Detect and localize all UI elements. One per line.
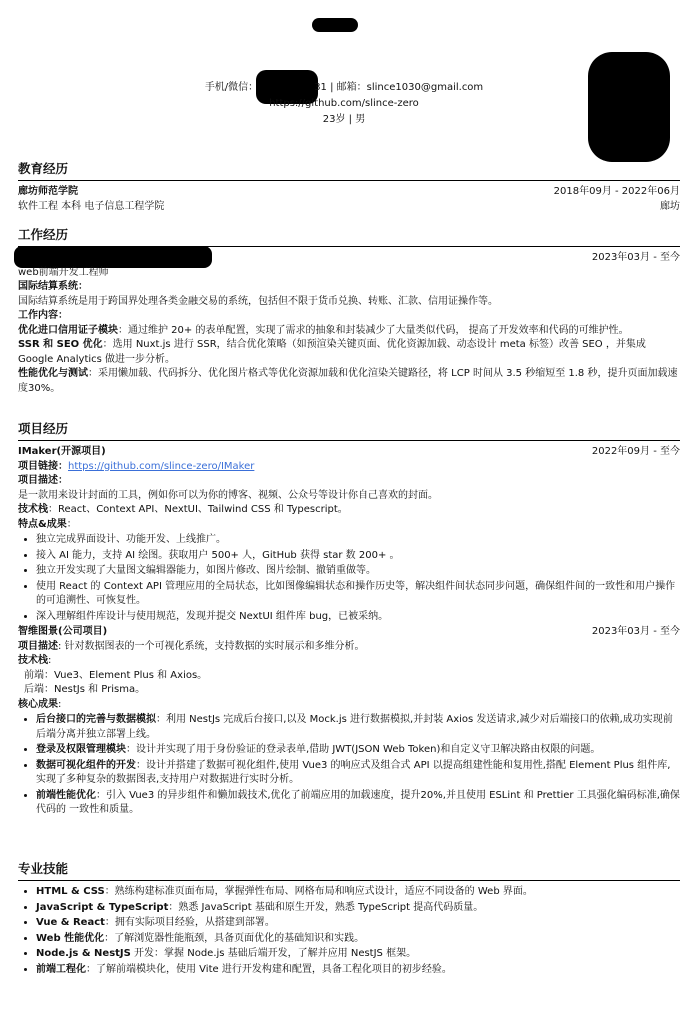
list-item: • Web 性能优化：了解浏览器性能瓶颈，具备页面优化的基础知识和实践。 (36, 932, 680, 947)
github-url: https://github.com/slince-zero (269, 98, 419, 109)
link-label: 项目链接： (18, 460, 68, 472)
work-item: 优化进口信用证子模块：通过维护 20+ 的表单配置，实现了需求的抽象和封装减少了大量类似代码， 提高了开发效率和代码的可维护性。 (18, 324, 629, 336)
list-item: • HTML & CSS：熟练构建标准页面布局，掌握弹性布局、网格布局和响应式设计，适应不同设备的 Web 界面。 (36, 885, 680, 900)
features-list (18, 533, 680, 624)
project-desc: 是一款用来设计封面的工具，例如你可以为你的博客、视频、公众号等设计你自己喜欢的封面。 (18, 489, 438, 501)
list-item: • 深入理解组件库设计与使用规范，发现并提交 NextUI 组件库 bug，已被采纳。 (36, 610, 680, 625)
work-date: 2023年03月 - 至今 (591, 252, 680, 264)
education-location: 廊坊 (660, 200, 680, 212)
stack-text: ：React、Context API、NextUI、Tailwind CSS 和 Typescript。 (48, 504, 348, 516)
list-item: • 独立完成界面设计、功能开发、上线推广。 (36, 533, 680, 548)
education-section (18, 160, 680, 214)
email-text: slince1030@gmail.com (366, 82, 484, 93)
work-item: SSR 和 SEO 优化：选用 Nuxt.js 进行 SSR，结合优化策略（如预渲染关键页面、优化资源加载、动态设计 meta 标签）改善 SEO ，并集成 Google Analytics 做进一步分析。 (18, 339, 646, 365)
list-item: • Node.js & NestJS 开发：掌握 Node.js 基础后端开发，了解并应用 NestJS 框架。 (36, 947, 680, 962)
list-item: • Vue & React：拥有实际项目经验，从搭建到部署。 (36, 916, 680, 931)
list-item: • 使用 React 的 Context API 管理应用的全局状态，比如图像编辑状态和操作历史等，解决组件间状态同步问题，确保组件间的一致性和用户操作的可追溯性、可恢复性。 (36, 580, 680, 609)
major-text: 软件工程 本科 电子信息工程学院 (18, 200, 165, 212)
list-item: • 登录及权限管理模块：设计并实现了用于身份验证的登录表单,借助 JWT(JSON Web Token)和自定义守卫解决路由权限的问题。 (36, 743, 680, 758)
list-item: • 后台接口的完善与数据模拟：利用 NestJs 完成后台接口,以及 Mock.js 进行数据模拟,并封装 Axios 发送请求,减少对后端接口的依赖,成功实现前后端分离并独立部署上线。 (36, 713, 680, 742)
stack-label: 技术栈 (18, 655, 48, 667)
list-item: • 前端工程化：了解前端模块化，使用 Vite 进行开发构建和配置，具备工程化项目的初步经验。 (36, 963, 680, 978)
school-name: 廊坊师范学院 (18, 186, 78, 198)
age-gender: 23岁 | 男 (322, 114, 366, 125)
project-link[interactable]: https://github.com/slince-zero/IMaker (68, 460, 255, 472)
desc-label: 项目描述： (18, 475, 68, 487)
projects-title: 项目经历 (18, 420, 680, 441)
work-item: 性能优化与测试：采用懒加载、代码拆分、优化图片格式等优化资源加载和优化渲染关键路径，将 LCP 时间从 3.5 秒缩短至 1.8 秒，提升页面加载速度30%。 (18, 368, 678, 394)
education-title: 教育经历 (18, 160, 680, 181)
desc-label: 项目描述 (18, 640, 58, 652)
contact-line: 手机/微信： 31 | 邮箱：slince1030@gmail.com (204, 82, 484, 93)
skills-section (18, 860, 680, 978)
work-project-label: 国际结算系统： (18, 281, 88, 293)
project-name: 智维图景(公司项目) (18, 626, 108, 638)
backend-stack: 后端：NestJs 和 Prisma。 (24, 684, 146, 696)
features-label: 特点&成果 (18, 518, 67, 530)
skills-list (18, 885, 680, 977)
projects-section: 项目经历 IMaker(开源项目) 2022年09月 - 至今 项目链接：https://github.com/slince-zero/IMaker 项目描述： 是一款用来设计封面的工具，例如你可以为你的博客、视频、公众号等设计你自己喜欢的封面。 技术栈：React、Context API、NextUI、Tailwind CSS 和 Typescript。 特点&成果： • 独立完成界面设计、功能开发、上线推广。 • 接入 AI 能力，支持 AI 绘图。获取用户 500+ 人，GitHub 获得 star 数 200+ 。 • 独立开发实现了大量图文编辑器能力，如图片修改、图片绘制、撤销重做等。 • 使用 React 的 Context API 管理应用的全局状态，比如图像编辑状态和操作历史等，解决组件间状态同步问题，确保组件间的一致性和用户操作的可追溯性、可恢复性。 • 深入理解组件库设计与使用规范，发现并提交 NextUI 组件库 bug，已被采纳。 智维图景(公司项目) 2023年03月 - 至今 项目描述: 针对数据图表的一个可视化系统，支持数据的实时展示和多维分析。 技术栈: 前端：Vue3、Element Plus 和 Axios。 后端：NestJs 和 Prisma。 核心成果: • 后台接口的完善与数据模拟：利用 NestJs 完成后台接口,以及 Mock.js 进行数据模拟,并封装 Axios 发送请求,减少对后端接口的依赖,成功实现前后端分离并独立部署上线。 • 登录及权限管理模块：设计并实现了用于身份验证的登录表单,借助 JWT(JSON Web Token)和自定义守卫解决路由权限的问题。 • 数据可视化组件的开发：设计并搭建了数据可视化组件,使用 Vue3 的响应式及组合式 API 以提高组建性能和复用性,搭配 Element Plus 组件库,实现了多种复杂的数据图表,支持用户对数据进行实时分析。 • 前端性能优化：引入 Vue3 的异步组件和懒加载技术,优化了前端应用的加载速度，提升20%,并且使用 ESLint 和 Prettier 工具强化编码标准,确保代码的 一致性和质量。 (18, 420, 680, 819)
list-item: • 接入 AI 能力，支持 AI 绘图。获取用户 500+ 人，GitHub 获得 star 数 200+ 。 (36, 549, 680, 564)
work-section (18, 226, 680, 396)
redaction-name (312, 18, 358, 32)
list-item: • JavaScript & TypeScript：熟悉 JavaScript 基础和原生开发，熟悉 TypeScript 提高代码质量。 (36, 901, 680, 916)
work-project-desc: 国际结算系统是用于跨国界处理各类金融交易的系统，包括但不限于货币兑换、转账、汇款、信用证操作等。 (18, 295, 498, 307)
list-item: • 前端性能优化：引入 Vue3 的异步组件和懒加载技术,优化了前端应用的加载速度，提升20%,并且使用 ESLint 和 Prettier 工具强化编码标准,确保代码的 一致性和质量。 (36, 789, 680, 818)
project-name: IMaker(开源项目) (18, 446, 106, 458)
education-date: 2018年09月 - 2022年06月 (553, 186, 680, 198)
list-item: • 数据可视化组件的开发：设计并搭建了数据可视化组件,使用 Vue3 的响应式及组合式 API 以提高组建性能和复用性,搭配 Element Plus 组件库,实现了多种复杂的数据图表,支持用户对数据进行实时分析。 (36, 759, 680, 788)
contact-header (0, 80, 688, 128)
work-title: 工作经历 (18, 226, 680, 247)
project-date: 2023年03月 - 至今 (591, 626, 680, 638)
project-date: 2022年09月 - 至今 (591, 446, 680, 458)
list-item: • 独立开发实现了大量图文编辑器能力，如图片修改、图片绘制、撤销重做等。 (36, 564, 680, 579)
core-list (18, 713, 680, 818)
frontend-stack: 前端：Vue3、Element Plus 和 Axios。 (24, 669, 208, 681)
work-content-label: 工作内容： (18, 310, 68, 322)
core-label: 核心成果 (18, 698, 58, 710)
project-desc: : 针对数据图表的一个可视化系统，支持数据的实时展示和多维分析。 (58, 640, 365, 652)
work-role: web前端开发工程师 (18, 266, 109, 278)
stack-label: 技术栈 (18, 504, 48, 516)
skills-title: 专业技能 (18, 860, 680, 881)
